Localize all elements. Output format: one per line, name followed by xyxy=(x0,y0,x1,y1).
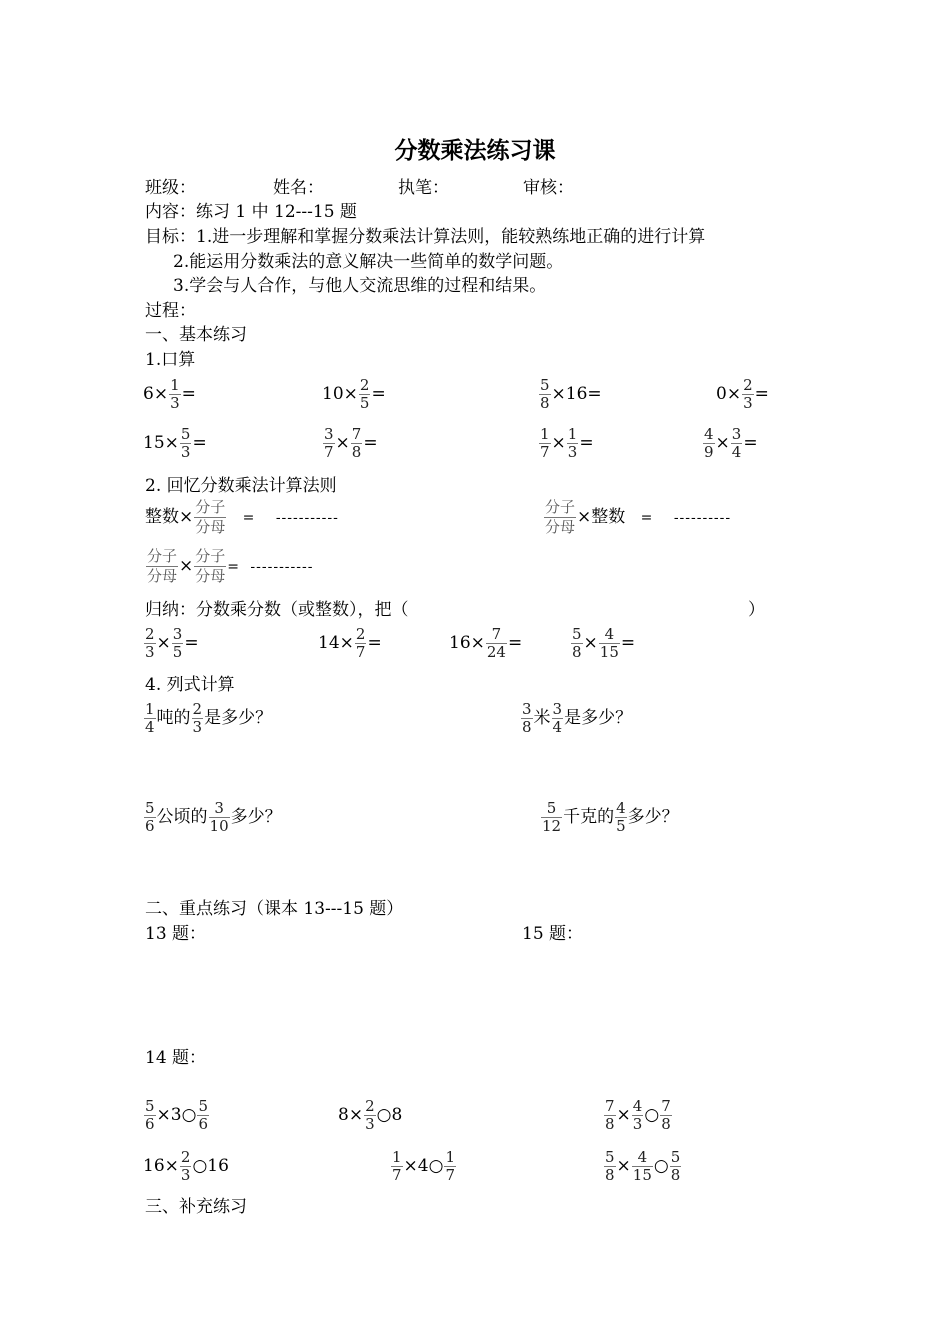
oral-calc-item xyxy=(143,377,196,412)
fraction xyxy=(742,377,754,412)
denominator: 5 xyxy=(172,643,183,661)
numerator: 3 xyxy=(324,425,334,443)
expression-text: × xyxy=(335,433,350,453)
numerator: 1 xyxy=(170,376,180,394)
expression-text: = xyxy=(743,433,758,453)
denominator: 3 xyxy=(180,443,191,461)
numerator: 4 xyxy=(632,1149,653,1167)
denominator: 3 xyxy=(365,1115,375,1133)
fraction xyxy=(541,800,562,835)
numerator: 2 xyxy=(192,700,203,718)
review-label: 审核： xyxy=(523,178,574,198)
numerator: 4 xyxy=(616,799,626,817)
class-label: 班级： xyxy=(145,178,196,198)
numerator: 3 xyxy=(172,625,183,643)
expression-text: 公顷的 xyxy=(156,807,208,827)
expression-text: = xyxy=(367,633,382,653)
expression-text: 米 xyxy=(533,708,551,728)
numerator: 5 xyxy=(605,1148,615,1166)
goal-3: 3.学会与人合作，与他人交流思维的过程和结果。 xyxy=(173,276,547,296)
expression-text: × xyxy=(715,433,730,453)
denominator: 3 xyxy=(632,1115,643,1133)
question-1-heading: 1.口算 xyxy=(145,350,196,370)
rule-fraction-times-integer: $\frac{\text{分子}}{\text{分母}}$ ×整数 = ---------- xyxy=(545,498,732,536)
oral-calc-item xyxy=(322,426,378,461)
expression-text: 吨的 xyxy=(156,708,191,728)
denominator: 15 xyxy=(632,1166,652,1184)
section-3-heading: 三、补充练习 xyxy=(145,1197,247,1217)
denominator: 12 xyxy=(542,817,562,835)
fraction xyxy=(364,1098,376,1133)
expression-text: × xyxy=(616,1105,631,1125)
fraction xyxy=(604,1149,616,1184)
numerator: 5 xyxy=(145,799,155,817)
denominator: 15 xyxy=(599,643,619,661)
fraction xyxy=(144,701,156,736)
fraction xyxy=(355,626,367,661)
numerator: 2 xyxy=(359,376,370,394)
fraction xyxy=(351,426,363,461)
expression-text: ×3○ xyxy=(156,1105,197,1125)
fraction xyxy=(180,426,192,461)
question-13-label: 13 题： xyxy=(145,924,207,944)
denominator: 8 xyxy=(572,643,582,661)
fraction xyxy=(670,1149,682,1184)
fraction xyxy=(197,1098,209,1133)
practice-item xyxy=(318,626,382,661)
denominator: 6 xyxy=(145,1115,155,1133)
compare-item xyxy=(143,1098,210,1133)
numerator: 2 xyxy=(365,1097,375,1115)
section-2-heading: 二、重点练习（课本 13---15 题） xyxy=(145,899,404,919)
denominator: 6 xyxy=(145,817,155,835)
fraction xyxy=(571,626,583,661)
numerator: 5 xyxy=(540,376,550,394)
denominator: 4 xyxy=(731,443,742,461)
expression-text: × xyxy=(156,633,171,653)
fraction xyxy=(192,701,204,736)
numerator: 5 xyxy=(198,1097,208,1115)
expression-text: 多少？ xyxy=(230,807,282,827)
question-2-heading: 2. 回忆分数乘法计算法则 xyxy=(145,476,337,496)
denominator: 3 xyxy=(145,643,155,661)
fraction xyxy=(567,426,579,461)
denominator: 3 xyxy=(567,443,578,461)
expression-text: 16× xyxy=(143,1156,179,1176)
oral-calc-item xyxy=(322,377,386,412)
fraction xyxy=(172,626,184,661)
expression-text: ○16 xyxy=(192,1156,229,1176)
expression-text: ○ xyxy=(653,1156,669,1176)
numerator: 5 xyxy=(541,800,562,818)
expression-text: 14× xyxy=(318,633,354,653)
denominator: 4 xyxy=(145,718,155,736)
fraction xyxy=(552,701,564,736)
oral-calc-item xyxy=(143,426,207,461)
practice-item xyxy=(449,626,522,661)
numerator: 2 xyxy=(145,625,155,643)
expression-text: 8× xyxy=(338,1105,364,1125)
fraction xyxy=(632,1149,653,1184)
numerator: 4 xyxy=(599,626,620,644)
expression-text: = xyxy=(192,433,207,453)
name-label: 姓名： xyxy=(273,178,324,198)
numerator: 3 xyxy=(731,425,742,443)
expression-text: 6× xyxy=(143,384,169,404)
denominator: 6 xyxy=(198,1115,208,1133)
expression-text: × xyxy=(583,633,598,653)
expression-text: = xyxy=(184,633,199,653)
numerator: 4 xyxy=(704,425,714,443)
denominator: 7 xyxy=(324,443,334,461)
oral-calc-item xyxy=(538,426,594,461)
word-problem xyxy=(143,701,272,736)
compare-item xyxy=(390,1149,457,1184)
denominator: 3 xyxy=(180,1166,191,1184)
numerator: 7 xyxy=(351,425,362,443)
process-label: 过程： xyxy=(145,301,196,321)
practice-item xyxy=(570,626,635,661)
expression-text: 16× xyxy=(449,633,485,653)
numerator: 2 xyxy=(743,376,753,394)
compare-item xyxy=(338,1098,402,1133)
denominator: 8 xyxy=(522,718,532,736)
numerator: 7 xyxy=(486,626,507,644)
fraction xyxy=(632,1098,644,1133)
fraction xyxy=(180,1149,192,1184)
section-1-heading: 一、基本练习 xyxy=(145,325,247,345)
expression-text: ○ xyxy=(644,1105,660,1125)
fraction xyxy=(604,1098,616,1133)
word-problem xyxy=(540,800,679,835)
numerator: 5 xyxy=(180,425,191,443)
fraction xyxy=(444,1149,456,1184)
fraction xyxy=(144,800,156,835)
numerator: 3 xyxy=(552,700,563,718)
denominator: 5 xyxy=(359,394,370,412)
numerator: 4 xyxy=(632,1097,643,1115)
content-line: 内容：练习 1 中 12---15 题 xyxy=(145,202,357,222)
expression-text: 千克的 xyxy=(563,807,615,827)
expression-text: = xyxy=(371,384,386,404)
expression-text: 是多少？ xyxy=(564,708,633,728)
expression-text: = xyxy=(363,433,378,453)
numerator: 2 xyxy=(355,625,366,643)
denominator: 4 xyxy=(552,718,563,736)
oral-calc-item xyxy=(716,377,769,412)
fraction xyxy=(209,800,230,835)
goal-2: 2.能运用分数乘法的意义解决一些简单的数学问题。 xyxy=(173,252,564,272)
fraction xyxy=(486,626,507,661)
question-14-label: 14 题： xyxy=(145,1048,207,1068)
fraction xyxy=(359,377,371,412)
numerator: 7 xyxy=(661,1097,671,1115)
fraction xyxy=(703,426,715,461)
expression-text: × xyxy=(616,1156,631,1176)
practice-item xyxy=(143,626,199,661)
denominator: 8 xyxy=(605,1115,615,1133)
author-label: 执笔： xyxy=(398,178,449,198)
denominator: 8 xyxy=(351,443,362,461)
fraction xyxy=(144,626,156,661)
fraction xyxy=(539,377,551,412)
fraction xyxy=(599,626,620,661)
expression-text: × xyxy=(551,433,566,453)
fraction xyxy=(615,800,627,835)
denominator: 3 xyxy=(192,718,203,736)
oral-calc-item xyxy=(702,426,758,461)
expression-text: = xyxy=(620,633,636,653)
denominator: 3 xyxy=(170,394,180,412)
expression-text: ×16= xyxy=(551,384,602,404)
goal-1: 目标：1.进一步理解和掌握分数乘法计算法则，能较熟练地正确的进行计算 xyxy=(145,227,706,247)
numerator: 1 xyxy=(540,425,550,443)
denominator: 7 xyxy=(445,1166,455,1184)
numerator: 5 xyxy=(670,1148,681,1166)
question-4-heading: 4. 列式计算 xyxy=(145,675,235,695)
denominator: 8 xyxy=(605,1166,615,1184)
fraction xyxy=(144,1098,156,1133)
numerator: 3 xyxy=(209,800,230,818)
rule-integer-times-fraction: 整数× $\frac{\text{分子}}{\text{分母}}$ = ----------- xyxy=(145,498,339,536)
fraction xyxy=(731,426,743,461)
compare-item xyxy=(143,1149,229,1184)
oral-calc-item xyxy=(538,377,602,412)
denominator: 8 xyxy=(540,394,550,412)
word-problem xyxy=(520,701,632,736)
question-15-label: 15 题： xyxy=(522,924,584,944)
page-title: 分数乘法练习课 xyxy=(394,137,556,164)
fraction xyxy=(169,377,181,412)
expression-text: 0× xyxy=(716,384,742,404)
denominator: 24 xyxy=(486,643,506,661)
numerator: 7 xyxy=(605,1097,615,1115)
fraction xyxy=(323,426,335,461)
numerator: 1 xyxy=(392,1148,402,1166)
numerator: 1 xyxy=(567,425,578,443)
fraction xyxy=(539,426,551,461)
denominator: 5 xyxy=(616,817,626,835)
expression-text: = xyxy=(754,384,769,404)
numerator: 5 xyxy=(572,625,582,643)
numerator: 3 xyxy=(522,700,532,718)
word-problem xyxy=(143,800,282,835)
denominator: 7 xyxy=(355,643,366,661)
numerator: 5 xyxy=(145,1097,155,1115)
expression-text: ×4○ xyxy=(403,1156,444,1176)
fraction xyxy=(660,1098,672,1133)
expression-text: = xyxy=(507,633,523,653)
compare-item xyxy=(603,1098,673,1133)
numerator: 2 xyxy=(180,1148,191,1166)
fraction xyxy=(391,1149,403,1184)
denominator: 9 xyxy=(704,443,714,461)
summary-close-paren: ） xyxy=(748,600,765,620)
denominator: 7 xyxy=(540,443,550,461)
compare-item xyxy=(603,1149,682,1184)
denominator: 3 xyxy=(743,394,753,412)
summary-line: 归纳：分数乘分数（或整数），把（ xyxy=(145,600,409,620)
expression-text: 15× xyxy=(143,433,179,453)
numerator: 1 xyxy=(445,1148,455,1166)
denominator: 8 xyxy=(661,1115,671,1133)
expression-text: 多少？ xyxy=(627,807,679,827)
expression-text: ○8 xyxy=(376,1105,403,1125)
denominator: 7 xyxy=(392,1166,402,1184)
denominator: 10 xyxy=(209,817,229,835)
expression-text: 10× xyxy=(322,384,358,404)
fraction xyxy=(521,701,533,736)
expression-text: 是多少？ xyxy=(204,708,273,728)
numerator: 1 xyxy=(145,700,155,718)
expression-text: = xyxy=(579,433,594,453)
denominator: 8 xyxy=(670,1166,681,1184)
expression-text: = xyxy=(181,384,196,404)
rule-fraction-times-fraction: $\frac{\text{分子}}{\text{分母}}$ × $\frac{\text{分子}}{\text{分母}}$ = ----------- xyxy=(147,547,314,585)
